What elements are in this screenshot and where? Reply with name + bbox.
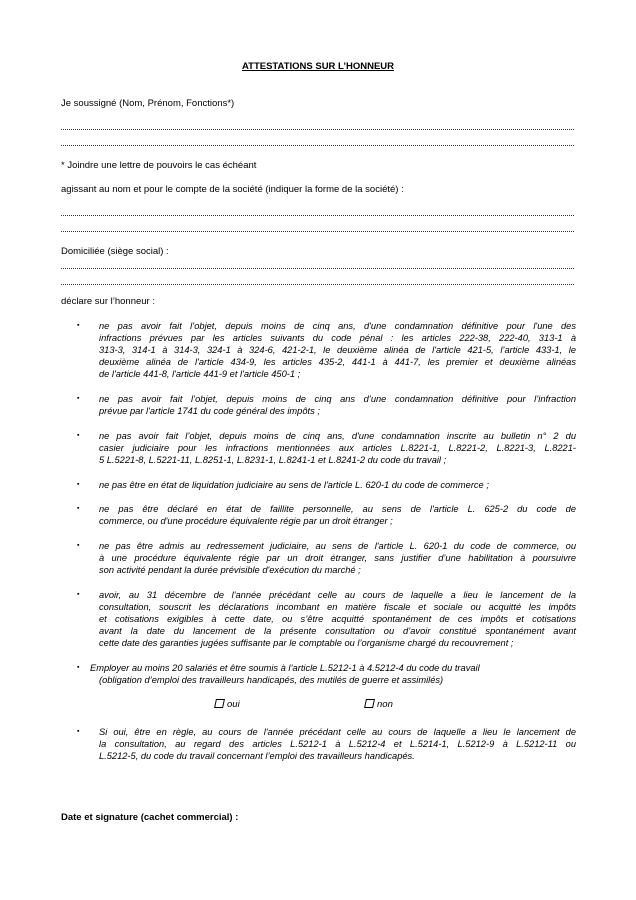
bullet-icon: ▪	[77, 322, 80, 329]
si-oui-item: Si oui, être en règle, au cours de l'année précédant celle au cours de laquelle a lieu le lancement de la consultation, au regard des articles L.5212-1 à L.5212-4 et L.5214-1, L.5212-9 à L.5212-11 ou L.5212-5, du code du travail concernant l’emploi des travailleurs handicapés.	[99, 727, 576, 761]
signature-label: Date et signature (cachet commercial) :	[61, 812, 239, 823]
name-fill-line-2[interactable]	[61, 137, 574, 146]
bullet-icon: ▪	[77, 395, 80, 402]
siege-fill-line-2[interactable]	[61, 276, 574, 285]
declaration-item: ne pas être admis au redressement judiciaire, au sens de l'article L. 620-1 du code de commerce, ou à une procédure équivalente régie par un droit étranger, sans justifier d’une habilitation à poursuivre son activité pendant la durée prévisible d'exécution du marché ;	[99, 541, 576, 575]
page-title: ATTESTATIONS SUR L’HONNEUR	[242, 61, 394, 72]
declaration-item: ne pas être en état de liquidation judiciaire au sens de l'article L. 620-1 du code de commerce ;	[99, 480, 489, 490]
bullet-icon: ▪	[77, 728, 80, 735]
oui-option[interactable]	[215, 699, 240, 710]
declaration-item: ne pas être déclaré en état de faillite personnelle, au sens de l'article L. 625-2 du code de commerce, ou d'une procédure équivalente régie par un droit étranger ;	[99, 504, 576, 526]
non-label: non	[377, 699, 393, 710]
societe-fill-line-1[interactable]	[61, 207, 574, 216]
declaration-item: avoir, au 31 décembre de l'année précédant celle au cours de laquelle a lieu le lancement de la consultation, souscrit les déclarations incombant en matière fiscale et sociale ou acquitté les impôts et cotisations exigibles à cette date, ou s’être acquitté spontanément de ces impôts et cotisations avant la date du lancement de la présente consultation ou d’avoir constitué spontanément avant cette date des garanties jugées suffisante par le comptable ou l’organisme chargé du recouvrement ;	[99, 590, 576, 648]
pouvoirs-note: * Joindre une lettre de pouvoirs le cas échéant	[61, 160, 257, 171]
oui-label: oui	[227, 699, 240, 710]
siege-fill-line-1[interactable]	[61, 260, 574, 269]
declaration-item: ne pas avoir fait l’objet, depuis moins de cinq ans, d'une condamnation définitive pour l'une des infractions prévues par les articles suivants du code pénal : les articles 222-38, 222-40, 313-1 à 313-3, 314-1 à 314-3, 324-1 à 324-6, 421-2-1, le deuxième alinéa de l'article 421-5, l’article 433-1, le deuxième alinéa de l'article 434-9, les articles 435-2, 441-1 à 441-7, les premier et deuxième alinéas de l'article 441-8, l'article 441-9 et l'article 450-1 ;	[99, 321, 576, 379]
societe-fill-line-2[interactable]	[61, 223, 574, 232]
non-checkbox[interactable]	[364, 699, 375, 708]
bullet-icon: ▪	[77, 664, 80, 671]
declaration-item: ne pas avoir fait l’objet, depuis moins de cinq ans d’une condamnation définitive pour l’infraction prévue par l'article 1741 du code général des impôts ;	[99, 394, 576, 416]
soussigne-label: Je soussigné (Nom, Prénom, Fonctions*)	[61, 98, 235, 109]
declaration-item: ne pas avoir fait l’objet, depuis moins de cinq ans, d'une condamnation inscrite au bulletin n° 2 du casier judiciaire pour les infractions mentionnées aux articles L.8221-1, L.8221-2, L.8221-3, L.8221- 5 L.5221-8, L.5221-11, L.8251-1, L.8231-1, L.8241-1 et L.8241-2 du code du travail ;	[99, 431, 576, 465]
employer-item: Employer au moins 20 salariés et être soumis à l’article L.5212-1 à 4.5212-4 du code du travail (obligation d’emploi des travailleurs handicapés, des mutilés de guerre et assimilés)	[90, 663, 480, 685]
name-fill-line-1[interactable]	[61, 121, 574, 130]
declare-label: déclare sur l’honneur :	[61, 296, 155, 307]
bullet-icon: ▪	[77, 481, 80, 488]
oui-checkbox[interactable]	[214, 699, 225, 708]
agissant-label: agissant au nom et pour le compte de la société (indiquer la forme de la société) :	[61, 184, 404, 195]
bullet-icon: ▪	[77, 505, 80, 512]
domiciliee-label: Domiciliée (siège social) :	[61, 246, 169, 257]
bullet-icon: ▪	[77, 591, 80, 598]
non-option[interactable]	[365, 699, 393, 710]
bullet-icon: ▪	[77, 542, 80, 549]
bullet-icon: ▪	[77, 432, 80, 439]
